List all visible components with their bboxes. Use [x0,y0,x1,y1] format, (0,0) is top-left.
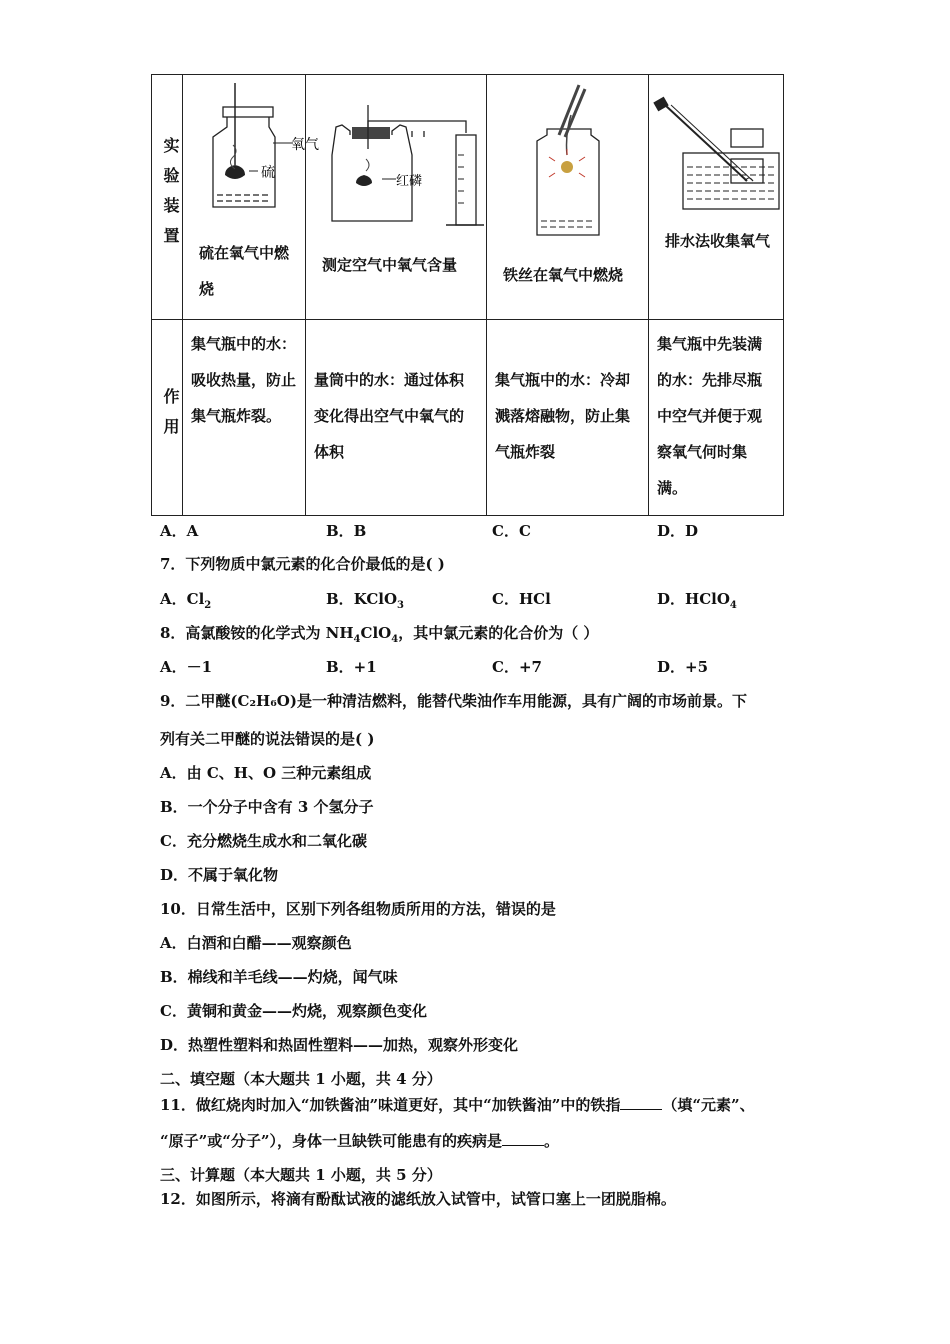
q8-stem: 8．高氯酸铵的化学式为 $NH_4ClO_4$，其中氯元素的化合价为（ ） [160,624,599,645]
q12-stem: 12．如图所示，将滴有酚酞试液的滤纸放入试管中，试管口塞上一团脱脂棉。 [160,1190,676,1208]
device-caption: 排水法收集氧气 [665,232,771,250]
q8-option-b: B．+1 [326,658,377,676]
use-text: 量筒中的水：通过体积变化得出空气中氧气的体积 [314,371,465,461]
q6-option-c: C．C [492,522,531,540]
sulfur-burning-apparatus [183,75,319,225]
water-displacement-apparatus [649,75,784,215]
device-phosphorus-cell [306,75,487,320]
q10-option-a: A．白酒和白醋——观察颜色 [160,934,352,952]
q7-option-d: D．HClO$_4$ [657,590,737,611]
label-sulfur: 硫 [261,165,275,181]
oxygen-content-apparatus [306,75,487,225]
label-phosphorus: 红磷 [396,174,423,189]
q10-option-b: B．棉线和羊毛线——灼烧，闻气味 [160,968,398,986]
iron-burning-apparatus [487,75,649,245]
q11-line1: 11．做红烧肉时加入“加铁酱油”味道更好，其中“加铁酱油”中的铁指 （填“元素”、 [160,1096,755,1114]
device-caption: 硫在氧气中燃烧 [199,244,290,298]
use-text: 集气瓶中的水：冷却溅落熔融物，防止集气瓶炸裂 [495,371,631,461]
q6-option-d: D．D [657,522,699,540]
q9-option-c: C．充分燃烧生成水和二氧化碳 [160,832,367,850]
q10-option-c: C．黄铜和黄金——灼烧，观察颜色变化 [160,1002,427,1020]
experiment-table [151,74,784,516]
device-caption: 测定空气中氧气含量 [322,256,458,274]
q7-stem: 7．下列物质中氯元素的化合价最低的是( ) [160,555,445,573]
use-text: 集气瓶中先装满的水：先排尽瓶中空气并便于观察氧气何时集满。 [657,335,763,497]
q9-option-d: D．不属于氧化物 [160,866,279,884]
q11-line2: “原子”或“分子”），身体一旦缺铁可能患有的疾病是 。 [160,1132,560,1150]
q8-option-c: C．+7 [492,658,542,676]
device-iron-cell [487,75,649,320]
q10-option-d: D．热塑性塑料和热固性塑料——加热，观察外形变化 [160,1036,519,1054]
section-calculation-heading: 三、计算题（本大题共 1 小题，共 5 分） [160,1166,442,1184]
q6-option-a: A．A [160,522,199,540]
q9-option-b: B．一个分子中含有 3 个氢分子 [160,798,374,816]
section-fill-in-heading: 二、填空题（本大题共 1 小题，共 4 分） [160,1070,442,1088]
device-sulfur-cell [183,75,319,320]
q7-option-a: A．$Cl_2$ [160,590,212,611]
row-header-apparatus: 实验装置 [152,75,183,320]
label-oxygen: 氧气 [291,137,319,153]
q9-option-a: A．由 C、H、O 三种元素组成 [160,764,372,782]
q10-stem: 10．日常生活中，区别下列各组物质所用的方法，错误的是 [160,900,556,918]
q9-stem-line1: 9．二甲醚(C₂H₆O)是一种清洁燃料，能替代柴油作车用能源，具有广阔的市场前景。下 [160,692,747,710]
q7-option-b: B．KClO$_3$ [326,590,404,611]
row-header-use: 作用 [152,320,183,516]
q8-option-a: A．－1 [160,658,213,676]
q11-blank-1[interactable] [620,1095,662,1110]
device-water-collection-cell [649,75,784,320]
q6-option-b: B．B [326,522,367,540]
q9-stem-line2: 列有关二甲醚的说法错误的是( ) [160,730,375,748]
q11-blank-2[interactable] [502,1131,544,1146]
q8-option-d: D．+5 [657,658,709,676]
q7-option-c: C．HCl [492,590,551,608]
use-text: 集气瓶中的水：吸收热量，防止集气瓶炸裂。 [191,335,297,425]
device-caption: 铁丝在氧气中燃烧 [503,266,624,284]
